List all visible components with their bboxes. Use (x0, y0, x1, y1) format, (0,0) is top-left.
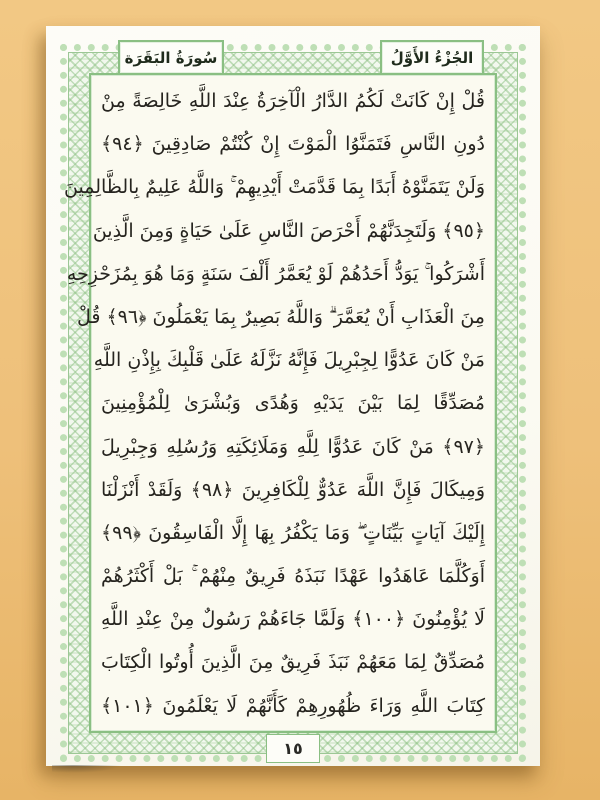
surah-label-box (118, 40, 224, 75)
quran-line: دُونِ النَّاسِ فَتَمَنَّوُا الْمَوْتَ إِنْ كُنْتُمْ صَادِقِينَ ﴿٩٤﴾ (101, 133, 485, 156)
quran-line: وَمِيكَالَ فَإِنَّ اللَّهَ عَدُوٌّ لِلْكَافِرِينَ ﴿٩٨﴾ وَلَقَدْ أَنْزَلْنَا (101, 478, 485, 501)
quran-line: ﴿٩٥﴾ وَلَتَجِدَنَّهُمْ أَحْرَصَ النَّاسِ عَلَىٰ حَيَاةٍ وَمِنَ الَّذِينَ (92, 219, 485, 242)
juz-label-box (380, 40, 484, 75)
page-number-box (266, 734, 320, 763)
quran-line: أَوَكُلَّمَا عَاهَدُوا عَهْدًا نَبَذَهُ فَرِيقٌ مِنْهُمْ ۚ بَلْ أَكْثَرُهُمْ (101, 565, 485, 588)
quran-text-area (64, 73, 497, 733)
quran-line: مُصَدِّقٌ لِمَا مَعَهُمْ نَبَذَ فَرِيقٌ مِنَ الَّذِينَ أُوتُوا الْكِتَابَ (101, 651, 485, 674)
quran-line: وَلَنْ يَتَمَنَّوْهُ أَبَدًا بِمَا قَدَّمَتْ أَيْدِيهِمْ ۚ وَاللَّهُ عَلِيمٌ بِالظَّالِمِينَ (64, 176, 485, 199)
quran-line: ﴿٩٧﴾ مَنْ كَانَ عَدُوًّا لِلَّهِ وَمَلَائِكَتِهِ وَرُسُلِهِ وَجِبْرِيلَ (101, 435, 485, 458)
quran-line: مُصَدِّقًا لِمَا بَيْنَ يَدَيْهِ وَهُدًى وَبُشْرَىٰ لِلْمُؤْمِنِينَ (101, 392, 485, 415)
quran-line: مَنْ كَانَ عَدُوًّا لِجِبْرِيلَ فَإِنَّهُ نَزَّلَهُ عَلَىٰ قَلْبِكَ بِإِذْنِ اللَّهِ (93, 349, 485, 372)
quran-line: قُلْ إِنْ كَانَتْ لَكُمُ الدَّارُ الْآخِرَةُ عِنْدَ اللَّهِ خَالِصَةً مِنْ (101, 90, 485, 112)
quran-line: لَا يُؤْمِنُونَ ﴿١٠٠﴾ وَلَمَّا جَاءَهُمْ رَسُولٌ مِنْ عِنْدِ اللَّهِ (101, 608, 485, 631)
quran-line: مِنَ الْعَذَابِ أَنْ يُعَمَّرَ ۗ وَاللَّهُ بَصِيرٌ بِمَا يَعْمَلُونَ ﴿٩٦﴾ قُلْ (77, 305, 485, 328)
mushaf-page (46, 26, 540, 766)
juz-label: الجُزْءُ الأَوَّلُ (390, 49, 474, 67)
page-number: ١٥ (283, 739, 303, 758)
quran-line: أَشْرَكُوا ۚ يَوَدُّ أَحَدُهُمْ لَوْ يُعَمَّرُ أَلْفَ سَنَةٍ وَمَا هُوَ بِمُزَحْزِحِهِ (66, 262, 485, 285)
surah-label: سُورَةُ البَقَرَة (124, 49, 218, 67)
quran-line: كِتَابَ اللَّهِ وَرَاءَ ظُهُورِهِمْ كَأَنَّهُمْ لَا يَعْلَمُونَ ﴿١٠١﴾ (101, 694, 485, 717)
decorative-border-frame (64, 49, 518, 758)
quran-line: إِلَيْكَ آيَاتٍ بَيِّنَاتٍ ۖ وَمَا يَكْفُرُ بِهَا إِلَّا الْفَاسِقُونَ ﴿٩٩﴾ (101, 521, 485, 544)
